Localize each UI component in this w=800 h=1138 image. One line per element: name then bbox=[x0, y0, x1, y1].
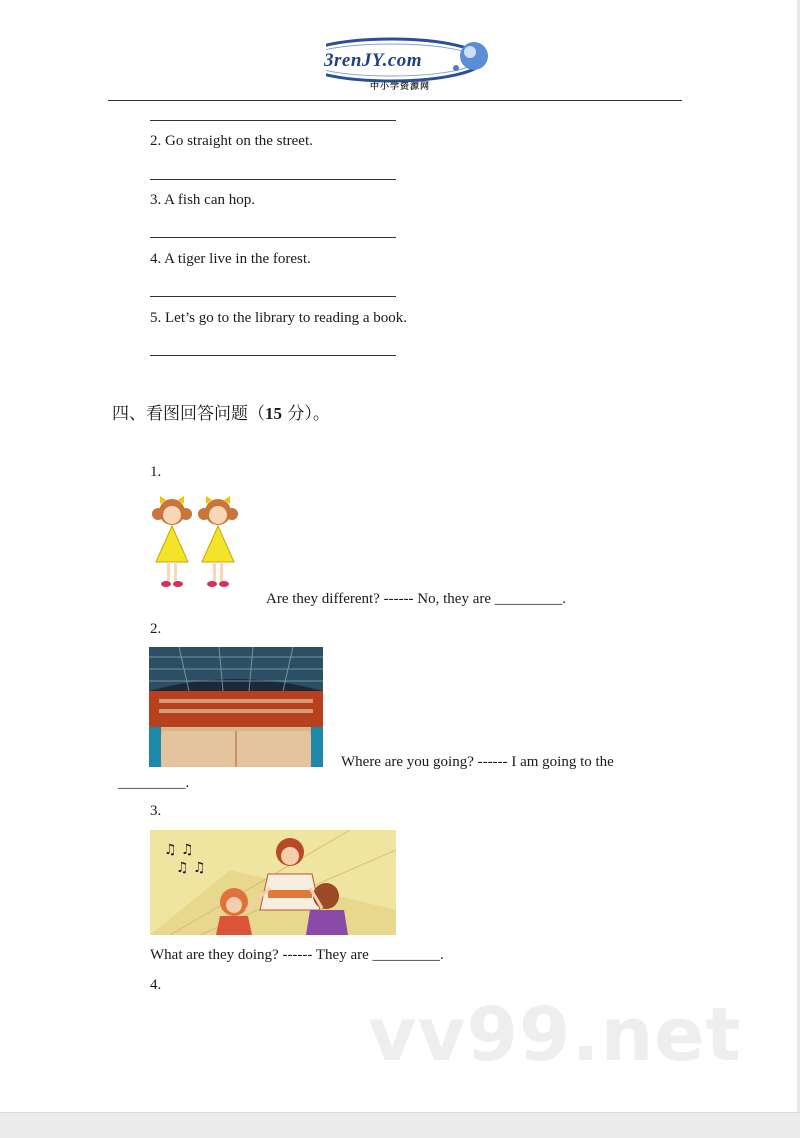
svg-text:♫ ♫: ♫ ♫ bbox=[164, 842, 194, 858]
logo-subtitle: 中小学资源网 bbox=[370, 82, 431, 92]
section-score: 15 bbox=[265, 404, 282, 423]
site-logo bbox=[296, 32, 496, 94]
header-divider bbox=[108, 100, 682, 101]
dancing-children-picture bbox=[150, 830, 396, 935]
section-title bbox=[112, 399, 330, 424]
answer-line bbox=[150, 296, 396, 297]
page-bottom-edge bbox=[0, 1112, 800, 1138]
answer-line bbox=[150, 120, 396, 121]
sentence-4: 4. A tiger live in the forest. bbox=[150, 251, 311, 267]
question-1-text: Are they different? ------ No, they are _________. bbox=[266, 591, 567, 607]
watermark: vv99.net bbox=[368, 992, 742, 1078]
question-2-text: Where are you going? ------ I am going to the bbox=[341, 754, 614, 770]
question-3-text: What are they doing? ------ They are _________. bbox=[150, 947, 444, 963]
answer-line bbox=[150, 237, 396, 238]
question-2-number: 2. bbox=[150, 621, 162, 637]
section-title-prefix: 四、看图回答问题（ bbox=[112, 404, 265, 424]
question-1-number: 1. bbox=[150, 464, 162, 480]
gymnasium-picture bbox=[149, 647, 323, 767]
question-3-number: 3. bbox=[150, 803, 162, 819]
section-title-suffix: 分）。 bbox=[282, 404, 330, 424]
answer-line bbox=[150, 355, 396, 356]
question-4-number: 4. bbox=[150, 977, 162, 993]
twin-girls-picture bbox=[148, 490, 246, 592]
answer-line bbox=[150, 179, 396, 180]
sentence-3: 3. A fish can hop. bbox=[150, 192, 255, 208]
logo-text: 3renJY.com bbox=[324, 50, 423, 71]
sentence-5: 5. Let’s go to the library to reading a book. bbox=[150, 310, 408, 326]
question-2-text-cont: _________. bbox=[118, 775, 190, 791]
sentence-2: 2. Go straight on the street. bbox=[150, 133, 313, 149]
svg-text:♫ ♫: ♫ ♫ bbox=[176, 860, 206, 876]
